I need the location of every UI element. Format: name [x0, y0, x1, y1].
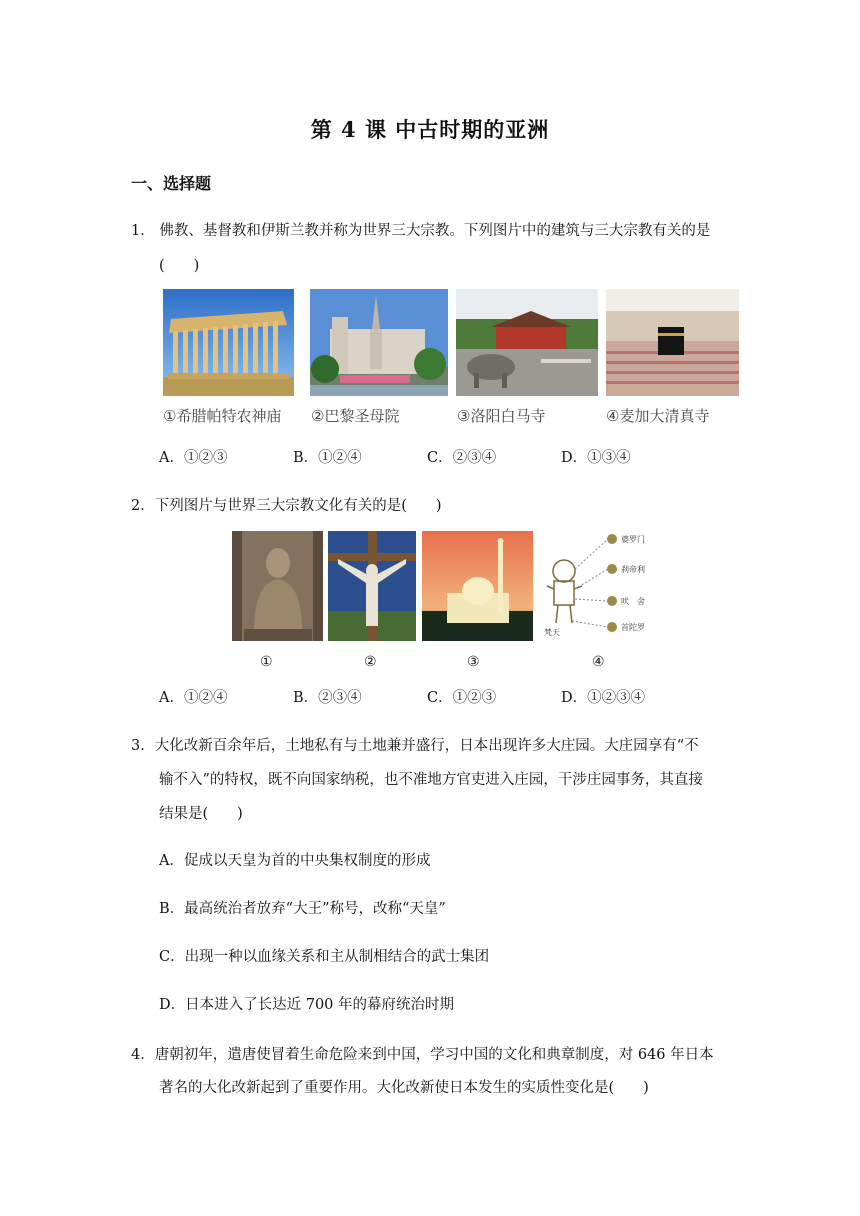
q2-option-d: D．①②③④ [561, 690, 646, 706]
q2-number-4: ④ [592, 654, 605, 670]
q2-number-2: ② [364, 654, 377, 670]
q1-option-c: C．②③④ [427, 450, 497, 466]
crucifix-photo [328, 531, 416, 641]
caste-label-brahma: 梵天 [544, 628, 560, 637]
mosque-night-photo [422, 531, 533, 641]
q3-option-c: C．出现一种以血缘关系和主从制相结合的武士集团 [159, 949, 490, 965]
q1-stem-line2: ( ) [159, 258, 200, 274]
q1-option-b: B．①②④ [293, 450, 362, 466]
q3-stem-line3: 结果是( ) [159, 806, 243, 822]
section-heading: 一、选择题 [131, 174, 212, 193]
q3-stem-line2: 输不入”的特权，既不向国家纳税，也不准地方官吏进入庄园，干涉庄园事务，其直接 [159, 772, 703, 788]
white-horse-temple-photo [456, 289, 598, 396]
q3-stem-line1: 3．大化改新百余年后，土地私有与土地兼并盛行，日本出现许多大庄园。大庄园享有“不 [131, 738, 699, 754]
caste-label-vaishya: 吠 舍 [621, 597, 645, 606]
q1-caption-2: ②巴黎圣母院 [311, 407, 400, 425]
parthenon-photo [163, 289, 294, 396]
q1-option-a: A．①②③ [159, 450, 228, 466]
buddha-statue-photo [232, 531, 323, 641]
notre-dame-photo [310, 289, 448, 396]
caste-label-shudra: 首陀罗 [621, 623, 645, 632]
page-title: 第 4 课 中古时期的亚洲 [310, 117, 550, 142]
q2-option-a: A．①②④ [159, 690, 228, 706]
caste-label-kshatriya: 刹帝利 [621, 565, 645, 574]
q1-caption-3: ③洛阳白马寺 [457, 407, 546, 425]
q2-option-c: C．①②③ [427, 690, 497, 706]
q1-caption-1: ①希腊帕特农神庙 [163, 407, 282, 425]
caste-label-brahmin: 婆罗门 [621, 535, 645, 544]
q2-number-3: ③ [467, 654, 480, 670]
q3-option-d: D．日本进入了长达近 700 年的幕府统治时期 [159, 997, 455, 1013]
q3-option-a: A．促成以天皇为首的中央集权制度的形成 [159, 853, 431, 869]
mecca-mosque-photo [606, 289, 739, 396]
q4-stem-line2: 著名的大化改新起到了重要作用。大化改新使日本发生的实质性变化是( ) [159, 1080, 649, 1096]
caste-diagram [542, 531, 662, 641]
q2-option-b: B．②③④ [293, 690, 362, 706]
q1-caption-4: ④麦加大清真寺 [606, 407, 710, 425]
q3-option-b: B．最高统治者放弃“大王”称号，改称“天皇” [159, 901, 446, 917]
q1-option-d: D．①③④ [561, 450, 631, 466]
q4-stem-line1: 4．唐朝初年，遣唐使冒着生命危险来到中国，学习中国的文化和典章制度，对 646 年日本 [131, 1047, 714, 1063]
q1-stem-line1: 1． 佛教、基督教和伊斯兰教并称为世界三大宗教。下列图片中的建筑与三大宗教有关的是 [131, 223, 711, 239]
q2-stem: 2．下列图片与世界三大宗教文化有关的是( ) [131, 498, 442, 514]
q2-number-1: ① [260, 654, 273, 670]
